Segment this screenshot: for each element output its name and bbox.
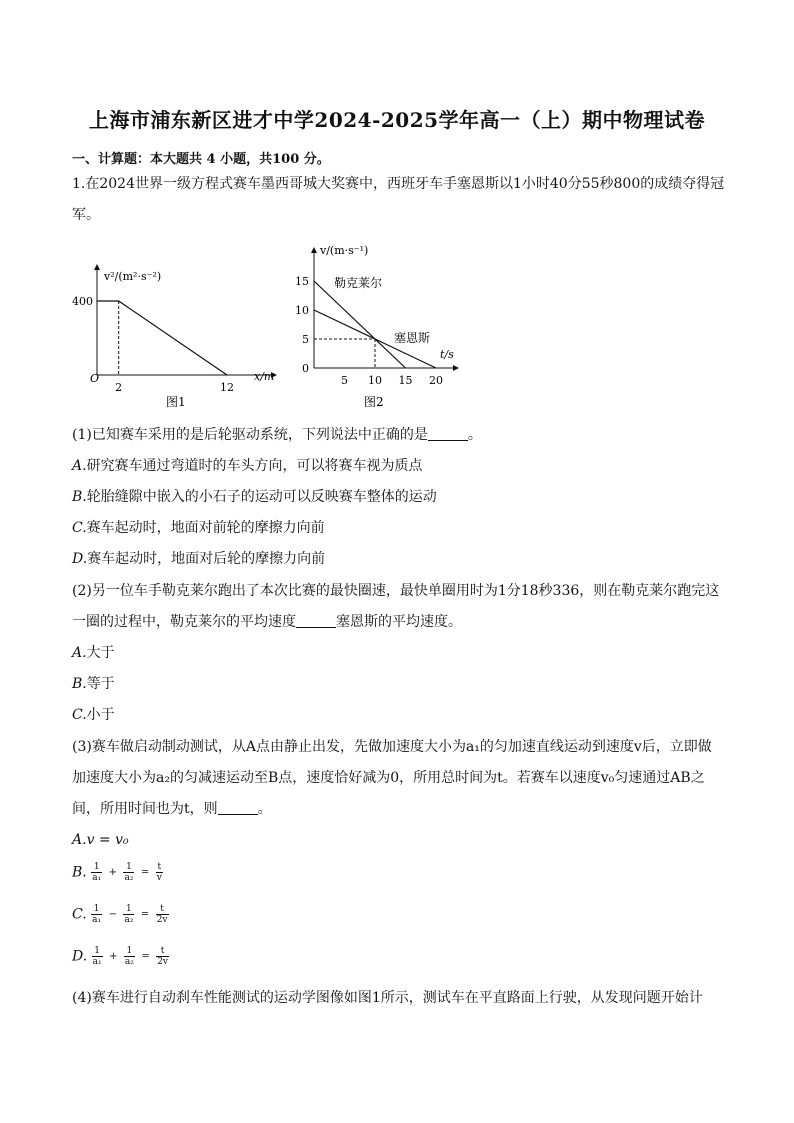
part3-line3-end: 。 xyxy=(257,801,272,817)
fig1-ylabel: v²/(m²·s⁻²) xyxy=(104,270,162,283)
part2-line2-text: 一圈的过程中，勒克莱尔的平均速度 xyxy=(72,614,296,630)
option-letter: A. xyxy=(72,645,87,661)
equals-sign: = xyxy=(141,950,150,962)
minus-sign: − xyxy=(108,908,117,920)
option-text: 等于 xyxy=(86,676,115,692)
equals-sign: = xyxy=(140,866,150,878)
fig1-caption: 图1 xyxy=(166,395,186,409)
option-letter: C. xyxy=(72,520,87,536)
fraction-1-over-a2: $\frac{1}{\text{a₂}}$ xyxy=(124,904,134,925)
plus-sign: + xyxy=(108,866,118,878)
option-letter: D. xyxy=(72,948,88,965)
part2-line1: (2)另一位车手勒克莱尔跑出了本次比赛的最快圈速，最快单圈用时为1分18秒336，则在勒克莱尔跑完这 xyxy=(72,583,720,599)
q1-intro-line2: 军。 xyxy=(72,207,100,223)
part1-option-a xyxy=(72,456,722,476)
fraction-1-over-a1: $\frac{1}{\text{a₁}}$ xyxy=(92,862,102,883)
part2-option-a xyxy=(72,643,722,663)
part2-line2-end: 塞恩斯的平均速度。 xyxy=(336,614,462,630)
answer-blank-3 xyxy=(218,800,258,815)
fig2-x-tick-label: 10 xyxy=(368,374,382,387)
option-letter: B. xyxy=(72,489,87,505)
fig2-series-leclerc xyxy=(314,281,406,368)
fig2-legend-leclerc: 勒克莱尔 xyxy=(334,276,383,290)
fig2-x-tick-label: 20 xyxy=(429,374,443,387)
option-letter: B. xyxy=(72,676,87,692)
part2-option-b xyxy=(72,674,722,694)
part3-line3 xyxy=(72,799,722,819)
part1-stem-end: 。 xyxy=(467,427,482,443)
option-text: 轮胎缝隙中嵌入的小石子的运动可以反映赛车整体的运动 xyxy=(86,489,437,505)
option-text: 小于 xyxy=(86,707,115,723)
part4-line1: (4)赛车进行自动刹车性能测试的运动学图像如图1所示，测试车在平直路面上行驶，从发现问题开始计 xyxy=(72,990,703,1006)
fraction-1-over-a1: $\frac{1}{\text{a₁}}$ xyxy=(92,904,102,925)
fig1-xlabel: x/m xyxy=(254,370,275,383)
fig2-y-tick-label: 15 xyxy=(295,275,309,288)
option-letter: C. xyxy=(72,906,87,923)
option-letter: D. xyxy=(72,551,88,567)
answer-blank-1 xyxy=(428,426,468,441)
part1-option-c xyxy=(72,518,722,538)
fraction-t-over-2v: $\frac{t}{2v}$ xyxy=(157,946,169,967)
option-text: 赛车起动时，地面对后轮的摩擦力向前 xyxy=(87,551,326,567)
fig2-xlabel: t/s xyxy=(440,348,454,361)
part3-option-b xyxy=(72,862,722,890)
q1-intro-line1: 1.在2024世界一级方程式赛车墨西哥城大奖赛中，西班牙车手塞恩斯以1小时40分55秒800的成绩夺得冠 xyxy=(72,176,725,192)
part3-option-d xyxy=(72,946,722,974)
figure-2-chart xyxy=(296,240,472,412)
part3-line1: (3)赛车做启动制动测试，从A点由静止出发，先做加速度大小为a₁的匀加速直线运动到速度v后，立即做 xyxy=(72,739,712,755)
fig2-y-tick-label: 5 xyxy=(302,333,309,346)
part2-option-c xyxy=(72,705,722,725)
answer-blank-2 xyxy=(296,613,336,628)
fig2-x-tick-label: 15 xyxy=(398,374,413,387)
fig1-x-tick-label: 12 xyxy=(220,381,234,394)
part1-stem-text: (1)已知赛车采用的是后轮驱动系统，下列说法中正确的是 xyxy=(72,427,428,443)
part1-stem xyxy=(72,425,722,445)
plus-sign: + xyxy=(109,950,118,962)
fraction-1-over-a2: $\frac{1}{\text{a₂}}$ xyxy=(124,946,134,967)
fraction-t-over-v: $\frac{t}{v}$ xyxy=(156,862,162,883)
fraction-1-over-a1: $\frac{1}{\text{a₁}}$ xyxy=(92,946,102,967)
option-text: 研究赛车通过弯道时的车头方向，可以将赛车视为质点 xyxy=(86,458,423,474)
fig1-series-line xyxy=(97,301,227,375)
part1-option-b xyxy=(72,487,722,507)
part3-option-a xyxy=(72,830,722,850)
fig2-x-tick-label: 5 xyxy=(341,374,348,387)
part3-option-c xyxy=(72,904,722,932)
fig2-caption: 图2 xyxy=(364,395,384,409)
option-letter: A. xyxy=(72,832,87,848)
option-text: 赛车起动时，地面对前轮的摩擦力向前 xyxy=(86,520,325,536)
fig2-legend-sainz: 塞恩斯 xyxy=(394,331,431,345)
equals-sign: = xyxy=(140,908,150,920)
option-text: 大于 xyxy=(86,645,115,661)
part3-line2: 加速度大小为a₂的匀减速运动至B点，速度恰好减为0，所用总时间为t。若赛车以速度v₀匀速通过AB之 xyxy=(72,770,705,786)
part1-option-d xyxy=(72,549,722,569)
fig1-origin: O xyxy=(90,372,100,385)
option-letter: A. xyxy=(72,458,87,474)
fig1-y-tick-label: 400 xyxy=(72,295,93,308)
part2-line2 xyxy=(72,612,722,632)
part3-line3-text: 间，所用时间也为t，则 xyxy=(72,801,218,817)
section-heading: 一、计算题：本大题共 4 小题，共100 分。 xyxy=(72,152,330,167)
fig2-ylabel: v/(m·s⁻¹) xyxy=(320,244,369,257)
fraction-t-over-2v: $\frac{t}{2v}$ xyxy=(156,904,168,925)
exam-title: 上海市浦东新区进才中学2024-2025学年高一（上）期中物理试卷 xyxy=(88,108,706,132)
fig2-origin: 0 xyxy=(302,362,309,375)
option-letter: B. xyxy=(72,864,87,881)
fig1-x-tick-label: 2 xyxy=(115,381,123,394)
fig2-y-tick-label: 10 xyxy=(295,304,309,317)
figure-1-chart xyxy=(72,258,290,412)
option-letter: C. xyxy=(72,707,87,723)
option-formula: v = v₀ xyxy=(86,832,129,848)
fraction-1-over-a2: $\frac{1}{\text{a₂}}$ xyxy=(124,862,134,883)
